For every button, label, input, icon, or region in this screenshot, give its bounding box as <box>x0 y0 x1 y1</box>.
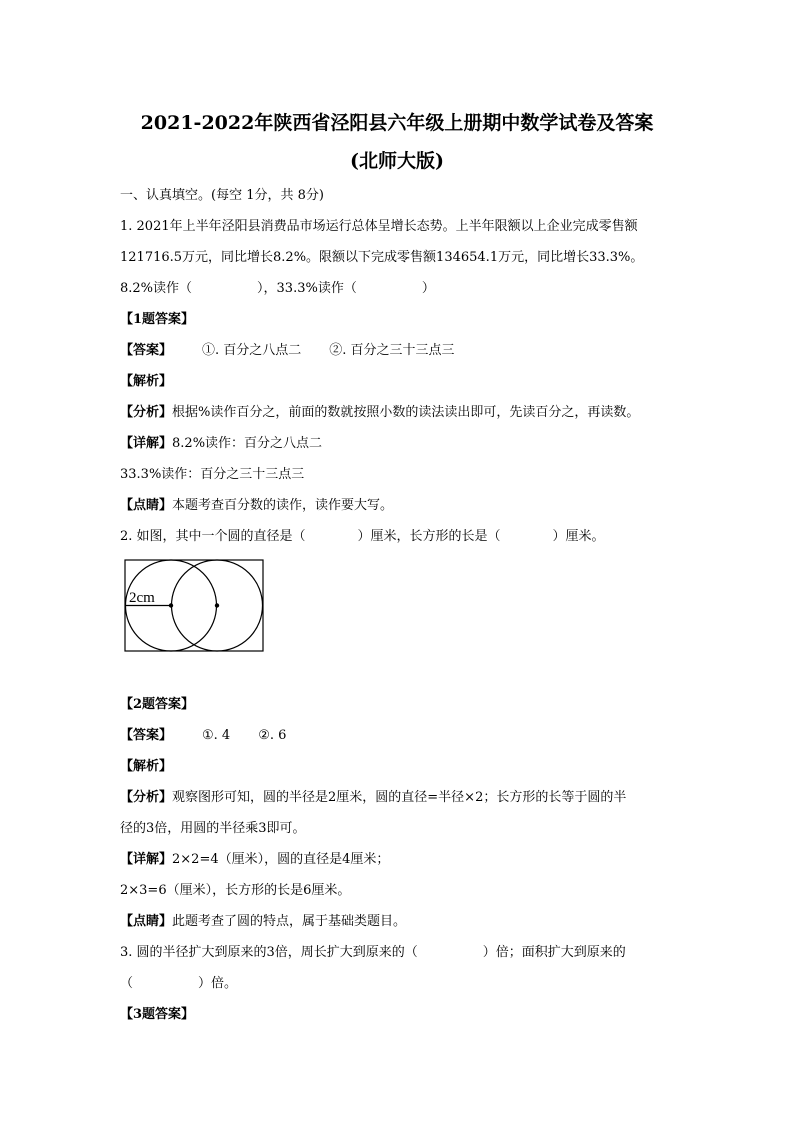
q1-xiangjie-text2: 33.3%读作：百分之三十三点三 <box>120 467 305 482</box>
q1-answer-2: ②. 百分之三十三点三 <box>329 343 455 358</box>
fenxi-label: 【分析】 <box>120 790 173 805</box>
dianjing-label: 【点睛】 <box>120 914 173 929</box>
q1-answer-row <box>120 342 680 360</box>
q2-dianjing-text: 此题考查了圆的特点，属于基础类题目。 <box>172 914 407 929</box>
q2-text: 2. 如图，其中一个圆的直径是（ ）厘米，长方形的长是（ ）厘米。 <box>120 529 605 544</box>
q1-fenxi-text: 根据%读作百分之，前面的数就按照小数的读法读出即可，先读百分之，再读数。 <box>172 405 640 420</box>
q1-dianjing <box>120 497 680 515</box>
fenxi-label: 【分析】 <box>120 405 173 420</box>
q2-answer-1: ①. 4 <box>202 728 231 743</box>
q1-xiangjie-text: 8.2%读作：百分之八点二 <box>172 436 323 451</box>
answer-label: 【答案】 <box>120 343 173 358</box>
q1-analysis-title: 【解析】 <box>120 374 173 389</box>
q1-text-line3: 8.2%读作（ ），33.3%读作（ ） <box>120 281 435 296</box>
dianjing-label: 【点睛】 <box>120 498 173 513</box>
q2-xiangjie <box>120 851 680 869</box>
q2-fenxi-text: 观察图形可知，圆的半径是2厘米，圆的直径=半径×2；长方形的长等于圆的半 <box>172 790 627 805</box>
q2-dianjing <box>120 913 680 931</box>
left-center-dot <box>169 603 173 607</box>
xiangjie-label: 【详解】 <box>120 436 173 451</box>
radius-label: 2cm <box>129 590 155 606</box>
q2-answer-row <box>120 727 680 745</box>
q1-answer-title: 【1题答案】 <box>120 312 195 327</box>
q1-fenxi <box>120 404 680 422</box>
document-title-line1: 2021-2022年陕西省泾阳县六年级上册期中数学试卷及答案 <box>140 112 654 134</box>
q2-fenxi-line2: 径的3倍，用圆的半径乘3即可。 <box>120 821 306 836</box>
q3-answer-title: 【3题答案】 <box>120 1007 195 1022</box>
q1-dianjing-text: 本题考查百分数的读作，读作要大写。 <box>172 498 394 513</box>
q1-answer-1: ①. 百分之八点二 <box>202 343 302 358</box>
section-heading: 一、认真填空。(每空 1分，共 8分) <box>120 188 324 203</box>
q1-xiangjie <box>120 435 680 453</box>
q3-text-line2: （ ）倍。 <box>120 976 238 991</box>
q2-xiangjie-text: 2×2=4（厘米），圆的直径是4厘米； <box>172 852 390 867</box>
q1-text-line2: 121716.5万元，同比增长8.2%。限额以下完成零售额134654.1万元，同比增长33.3%。 <box>120 250 644 265</box>
q1-text-line1: 1. 2021年上半年泾阳县消费品市场运行总体呈增长态势。上半年限额以上企业完成零售额 <box>120 219 638 234</box>
q2-xiangjie-text2: 2×3=6（厘米），长方形的长是6厘米。 <box>120 883 351 898</box>
q2-fenxi-line1 <box>120 789 680 807</box>
q2-answer-title: 【2题答案】 <box>120 697 195 712</box>
q3-text-line1: 3. 圆的半径扩大到原来的3倍，周长扩大到原来的（ ）倍；面积扩大到原来的 <box>120 945 626 960</box>
right-center-dot <box>215 603 219 607</box>
q2-analysis-title: 【解析】 <box>120 759 173 774</box>
circles-figure <box>120 556 270 656</box>
xiangjie-label: 【详解】 <box>120 852 173 867</box>
document-title-line2: (北师大版) <box>350 150 444 172</box>
q2-answer-2: ②. 6 <box>258 728 287 743</box>
answer-label: 【答案】 <box>120 728 173 743</box>
